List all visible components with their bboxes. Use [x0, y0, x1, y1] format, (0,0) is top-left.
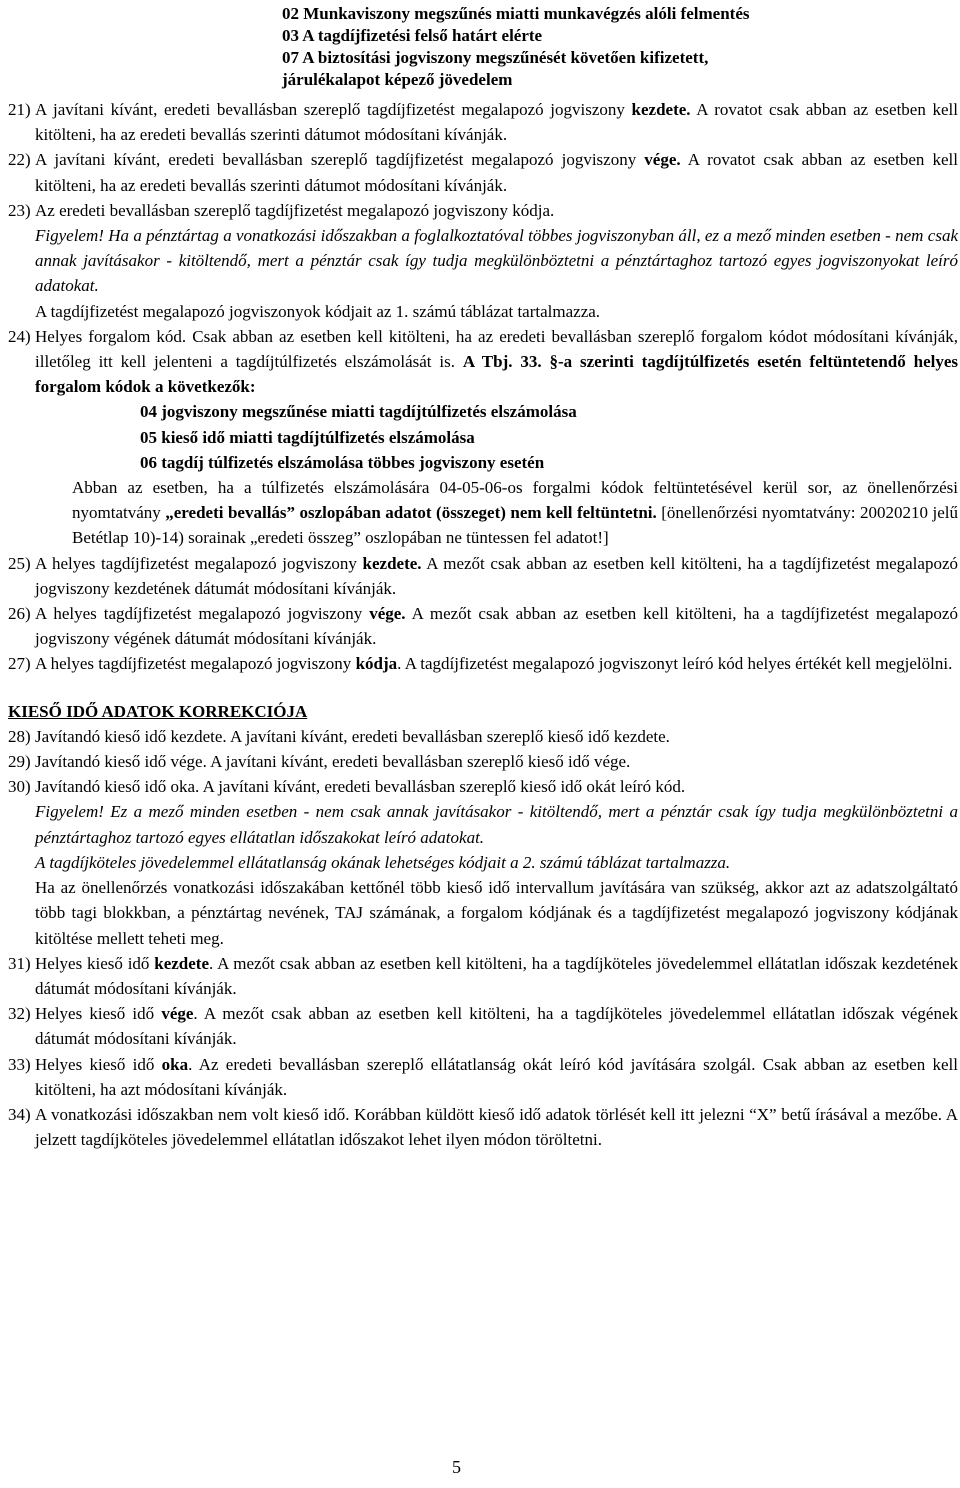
- item-text: Helyes kieső idő: [35, 1004, 162, 1024]
- item-emphasis: kódja: [355, 654, 398, 674]
- item-21: [8, 97, 958, 147]
- item-27: [8, 651, 958, 676]
- page-number: 5: [452, 1457, 461, 1477]
- item-text: . A tagdíjfizetést megalapozó jogviszonyt leíró kód helyes értékét kell megjelölni.: [397, 654, 953, 674]
- item-number: 33): [8, 1054, 31, 1074]
- item-number: 32): [8, 1004, 31, 1024]
- item-number: 21): [8, 100, 31, 119]
- forgalom-code-05: 05 kieső idő miatti tagdíjtúlfizetés elszámolása: [140, 427, 475, 447]
- item-number: 28): [8, 726, 31, 746]
- item-number: 30): [8, 777, 31, 797]
- item-30-note: Figyelem! Ez a mező minden esetben - nem csak annak javításakor - kitöltendő, mert a pénztár csak így tudja megkülönböztetni a pénztártaghoz tartozó egyes ellátatlan időszakokat leíró adatokat.: [35, 802, 958, 847]
- item-text: A helyes tagdíjfizetést megalapozó jogviszony: [35, 604, 370, 624]
- item-26: [8, 601, 958, 651]
- item-23: [8, 198, 958, 223]
- item-text: A rovatot csak abban az esetben kell kitölteni, ha az eredeti bevallás szerinti dátumot módosítani kívánják.: [35, 100, 958, 145]
- forgalom-code-06: 06 tagdíj túlfizetés elszámolása többes jogviszony esetén: [140, 452, 545, 472]
- item-text: Abban az esetben, ha a túlfizetés elszámolására 04-05-06-os forgalmi kódok feltüntetésével kerül sor, az önellenőrzési nyomtatvány: [72, 478, 958, 523]
- item-22: [8, 147, 958, 197]
- item-23-note: Figyelem! Ha a pénztártag a vonatkozási időszakban a foglalkoztatóval többes jogviszonyban áll, ez a mező minden esetben - nem csak annak javításakor - kitöltendő, mert a pénztár csak így tudja megkülönböztetni a pénztártaghoz tartozó egyes jogviszonyokat leíró adatokat.: [35, 226, 958, 296]
- item-text: . A mezőt csak abban az esetben kell kitölteni, ha a tagdíjköteles jövedelemmel ellátatlan időszak kezdetének dátumát módosítani kívánják.: [35, 953, 958, 998]
- item-number: 29): [8, 752, 31, 772]
- item-text: Javítandó kieső idő kezdete. A javítani kívánt, eredeti bevallásban szereplő kieső idő kezdete.: [35, 726, 670, 746]
- section-heading: KIESŐ IDŐ ADATOK KORREKCIÓJA: [8, 701, 308, 721]
- item-text: A helyes tagdíjfizetést megalapozó jogviszony: [35, 654, 356, 674]
- item-number: 25): [8, 553, 31, 573]
- item-emphasis: „eredeti bevallás” oszlopában adatot (összeget) nem kell feltüntetni.: [165, 503, 657, 523]
- item-text: A javítani kívánt, eredeti bevallásban szereplő tagdíjfizetést megalapozó jogviszony: [35, 150, 645, 170]
- item-emphasis: oka: [161, 1054, 189, 1074]
- item-31: [8, 951, 958, 1001]
- item-text: A mezőt csak abban az esetben kell kitölteni, ha a tagdíjfizetést megalapozó jogviszony végének dátumát módosítani kívánják.: [35, 604, 958, 649]
- item-text: A helyes tagdíjfizetést megalapozó jogviszony: [35, 553, 363, 573]
- item-text: A javítani kívánt, eredeti bevallásban szereplő tagdíjfizetést megalapozó jogviszony: [35, 100, 632, 119]
- item-24: [8, 324, 958, 400]
- item-text: A vonatkozási időszakban nem volt kieső idő. Korábban küldött kieső idő adatok törlését kell itt jelezni “X” betű írásával a mezőbe. A jelzett tagdíjköteles jövedelemmel ellátatlan időszakot lehet ilyen módon töröltetni.: [35, 1104, 958, 1150]
- item-30-extra: Ha az önellenőrzés vonatkozási időszakában kettőnél több kieső idő intervallum javítására van szükség, akkor azt az adatszolgáltató több tagi blokkban, a pénztártag nevének, TAJ számának, a forgalom kódjának és a tagdíjfizetést megalapozó jogviszony kódjának kitöltése mellett teheti meg.: [35, 878, 958, 948]
- document-body: [8, 97, 958, 1152]
- item-number: 26): [8, 604, 31, 624]
- item-text: . Az eredeti bevallásban szereplő ellátatlanság okát leíró kód javítására szolgál. Csak abban az esetben kell kitölteni, ha azt módosítani kívánják.: [35, 1054, 958, 1099]
- item-text: Helyes kieső idő: [35, 1054, 162, 1074]
- item-text: A rovatot csak abban az esetben kell kitölteni, ha az eredeti bevallás szerinti dátumot módosítani kívánják.: [35, 150, 958, 195]
- item-text: Javítandó kieső idő vége. A javítani kívánt, eredeti bevallásban szereplő kieső idő vége.: [35, 752, 631, 772]
- item-text: Az eredeti bevallásban szereplő tagdíjfizetést megalapozó jogviszony kódja.: [35, 200, 555, 220]
- code-list-item: 07 A biztosítási jogviszony megszűnését követően kifizetett,: [282, 48, 709, 67]
- code-list-item: 03 A tagdíjfizetési felső határt elérte: [282, 26, 543, 45]
- item-text: . A mezőt csak abban az esetben kell kitölteni, ha a tagdíjköteles jövedelemmel ellátatlan időszak végének dátumát módosítani kívánják.: [35, 1004, 958, 1049]
- item-text: Helyes forgalom kód. Csak abban az esetben kell kitölteni, ha az eredeti bevallásban szereplő forgalom kódot módosítani kívánják, illetőleg itt kell jelenteni a tagdíjtúlfizetés elszámolását is.: [35, 326, 958, 372]
- item-33: [8, 1052, 958, 1102]
- item-29: [8, 749, 958, 774]
- item-32: [8, 1001, 958, 1051]
- item-number: 23): [8, 200, 31, 220]
- item-number: 31): [8, 953, 31, 973]
- item-24-paragraph: [8, 475, 958, 551]
- item-emphasis: vége.: [644, 150, 681, 170]
- item-emphasis: vége: [161, 1004, 194, 1024]
- item-30-table-ref: A tagdíjköteles jövedelemmel ellátatlanság okának lehetséges kódjait a 2. számú táblázat tartalmazza.: [35, 852, 731, 872]
- item-34: [8, 1102, 958, 1152]
- item-23-table-ref: A tagdíjfizetést megalapozó jogviszonyok kódjait az 1. számú táblázat tartalmazza.: [35, 301, 601, 321]
- code-list: [282, 3, 932, 91]
- code-list-item: járulékalapot képező jövedelem: [282, 70, 513, 89]
- item-28: [8, 724, 958, 749]
- item-25: [8, 551, 958, 601]
- item-30: [8, 774, 958, 799]
- item-number: 22): [8, 150, 31, 170]
- item-emphasis: kezdete: [154, 953, 209, 973]
- item-text: Javítandó kieső idő oka. A javítani kívánt, eredeti bevallásban szereplő kieső idő okát leíró kód.: [35, 777, 686, 797]
- item-text: A mezőt csak abban az esetben kell kitölteni, ha a tagdíjfizetést megalapozó jogviszony kezdetének dátumát módosítani kívánják.: [35, 553, 958, 598]
- code-list-item: 02 Munkaviszony megszűnés miatti munkavégzés alóli felmentés: [282, 4, 750, 23]
- item-emphasis: vége.: [369, 604, 406, 624]
- item-emphasis: kezdete.: [631, 100, 691, 119]
- item-text: Helyes kieső idő: [35, 953, 155, 973]
- item-number: 27): [8, 654, 31, 674]
- item-emphasis: A Tbj. 33. §-a szerinti tagdíjtúlfizetés esetén feltüntetendő helyes forgalom kódok a következők:: [35, 352, 959, 397]
- item-emphasis: kezdete.: [362, 553, 422, 573]
- forgalom-code-04: 04 jogviszony megszűnése miatti tagdíjtúlfizetés elszámolása: [140, 402, 577, 422]
- item-number: 34): [8, 1104, 31, 1124]
- item-number: 24): [8, 326, 31, 346]
- item-text: [önellenőrzési nyomtatvány: 20020210 jelű Betétlap 10)-14) sorainak „eredeti összeg” oszlopában ne tüntessen fel adatot!]: [72, 503, 958, 548]
